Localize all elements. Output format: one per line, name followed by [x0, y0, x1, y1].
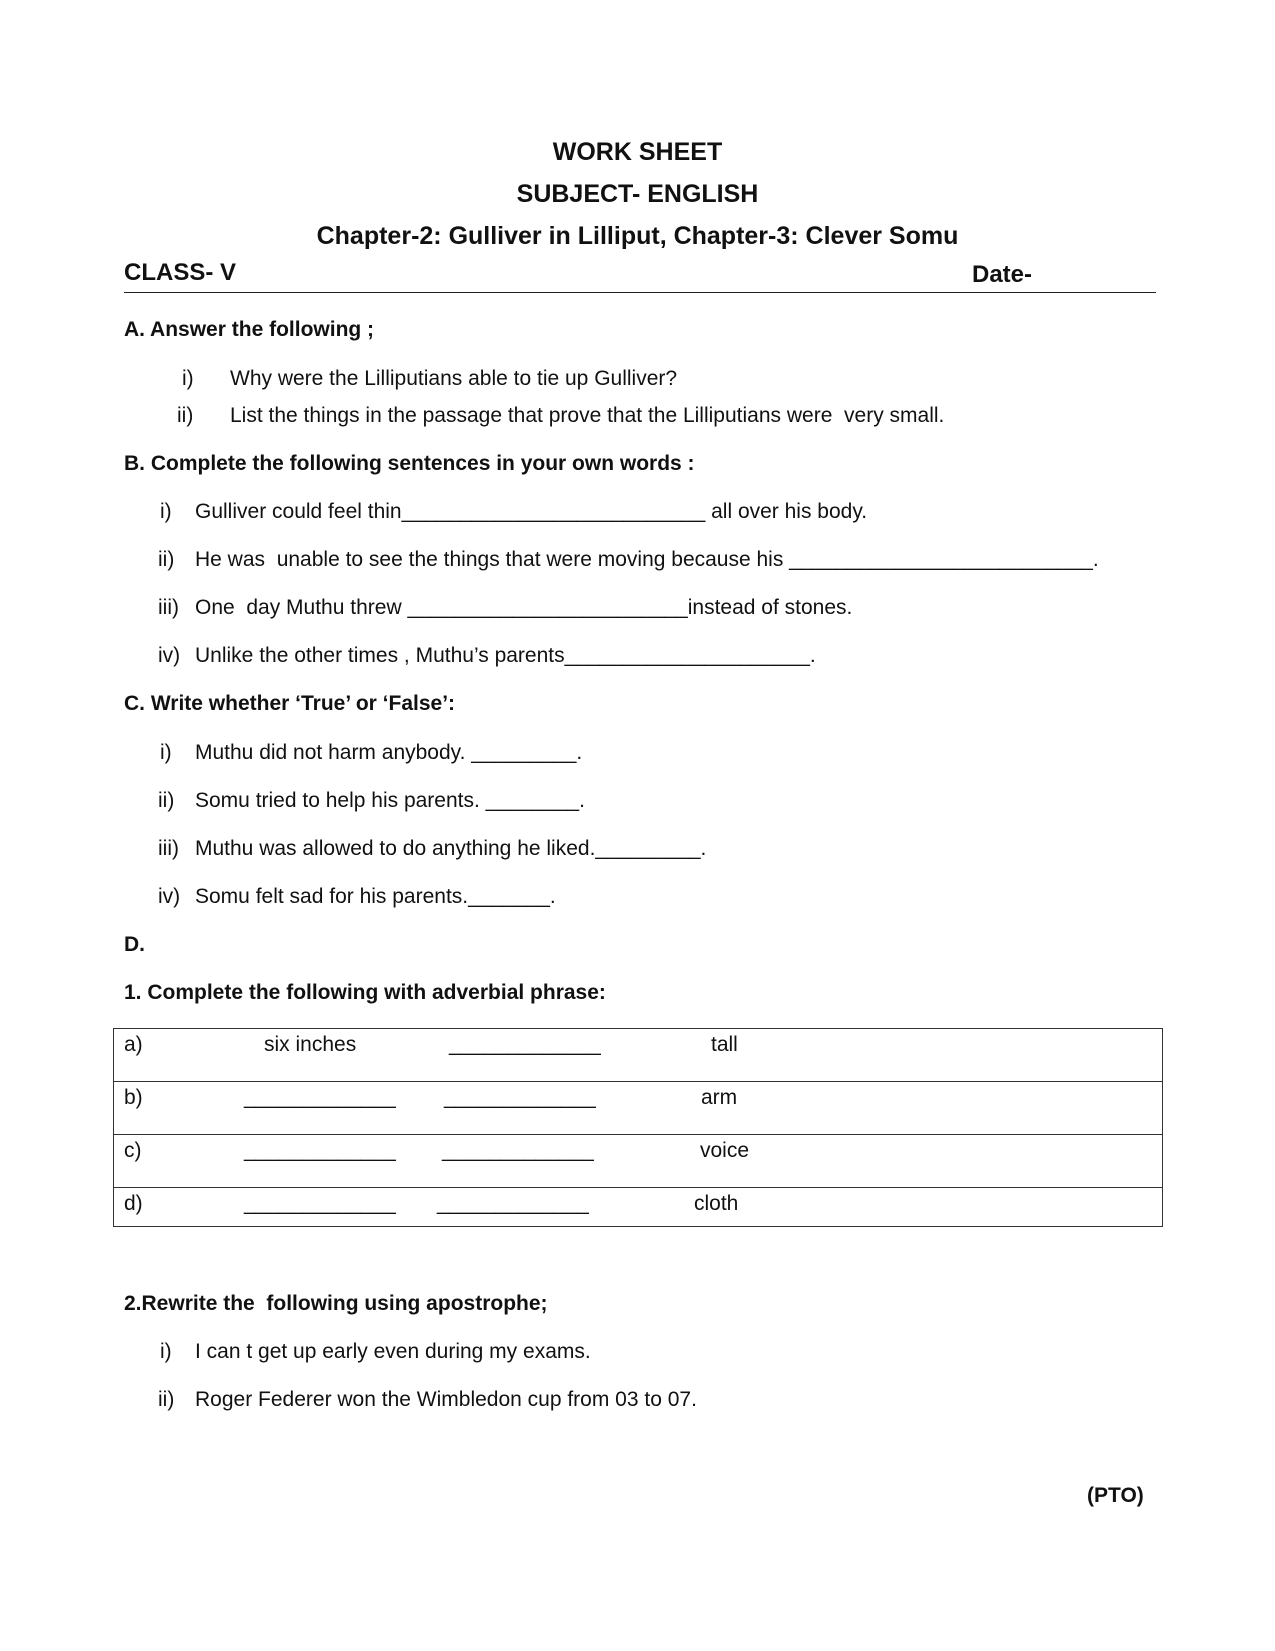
section-c-item-text: Muthu did not harm anybody. _________.: [195, 741, 583, 764]
row-label: c): [124, 1139, 142, 1162]
section-b-item-text: One day Muthu threw ________________________instead of stones.: [195, 596, 853, 619]
phrase-col3: voice: [700, 1139, 750, 1162]
table-row: [114, 1188, 1163, 1227]
table-row: [114, 1029, 1163, 1082]
section-b-item-text: Unlike the other times , Muthu’s parents_____________________.: [195, 644, 816, 667]
section-a-item-text: Why were the Lilliputians able to tie up Gulliver?: [230, 367, 678, 390]
phrase-col3: cloth: [694, 1192, 739, 1215]
class-label: CLASS- V: [124, 259, 237, 286]
table-cell: [114, 1029, 1163, 1082]
subject-title: SUBJECT- ENGLISH: [516, 180, 759, 208]
header-rule: [124, 292, 1156, 293]
section-a-heading: A. Answer the following ;: [124, 318, 375, 341]
phrase-col2: _____________: [444, 1086, 596, 1109]
phrase-col3: arm: [701, 1086, 738, 1109]
phrase-col1: _____________: [244, 1086, 396, 1109]
apostrophe-item-num: ii): [158, 1388, 175, 1411]
section-b-item-text: He was unable to see the things that were moving because his __________________________.: [195, 548, 1099, 571]
row-label: a): [124, 1033, 143, 1056]
row-label: d): [124, 1192, 143, 1215]
section-b-heading: B. Complete the following sentences in your own words :: [124, 452, 695, 475]
section-a-item-num: i): [182, 367, 194, 390]
section-a-item-text: List the things in the passage that prove that the Lilliputians were very small.: [230, 404, 945, 427]
phrase-col1: _____________: [244, 1192, 396, 1215]
section-d-heading: D.: [124, 933, 145, 956]
apostrophe-heading: 2.Rewrite the following using apostrophe;: [124, 1292, 548, 1315]
apostrophe-item-text: I can t get up early even during my exams.: [195, 1340, 591, 1363]
section-b-item-num: iv): [158, 644, 181, 667]
table-row: [114, 1082, 1163, 1135]
section-b-item-num: ii): [158, 548, 175, 571]
section-c-item-text: Somu tried to help his parents. ________.: [195, 789, 585, 812]
apostrophe-item-text: Roger Federer won the Wimbledon cup from 03 to 07.: [195, 1388, 697, 1411]
table-row: [114, 1135, 1163, 1188]
section-b-item-num: iii): [158, 596, 179, 619]
section-c-item-text: Somu felt sad for his parents._______.: [195, 885, 556, 908]
phrase-col2: _____________: [437, 1192, 589, 1215]
section-a-item-num: ii): [177, 404, 194, 427]
section-c-item-text: Muthu was allowed to do anything he liked._________.: [195, 837, 707, 860]
adverbial-phrase-table: [113, 1028, 1163, 1227]
section-b-item-num: i): [160, 500, 172, 523]
table-cell: [114, 1188, 1163, 1227]
apostrophe-item-num: i): [160, 1340, 172, 1363]
phrase-col3: tall: [711, 1033, 738, 1056]
phrase-col2: _____________: [449, 1033, 601, 1056]
row-label: b): [124, 1086, 143, 1109]
phrase-col2: _____________: [442, 1139, 594, 1162]
phrase-col1: _____________: [244, 1139, 396, 1162]
table-cell: [114, 1135, 1163, 1188]
section-c-item-num: i): [160, 741, 172, 764]
section-c-heading: C. Write whether ‘True’ or ‘False’:: [124, 692, 456, 715]
worksheet-title: WORK SHEET: [552, 138, 723, 166]
chapter-title: Chapter-2: Gulliver in Lilliput, Chapter-3: Clever Somu: [316, 222, 959, 250]
table-cell: [114, 1082, 1163, 1135]
section-b-item-text: Gulliver could feel thin__________________________ all over his body.: [195, 500, 868, 523]
pto-label: (PTO): [1087, 1484, 1144, 1507]
section-c-item-num: iii): [158, 837, 179, 860]
phrase-col1: six inches: [264, 1033, 357, 1056]
section-c-item-num: iv): [158, 885, 181, 908]
section-c-item-num: ii): [158, 789, 175, 812]
adverbial-phrase-heading: 1. Complete the following with adverbial phrase:: [124, 981, 606, 1004]
date-label: Date-: [972, 261, 1033, 288]
